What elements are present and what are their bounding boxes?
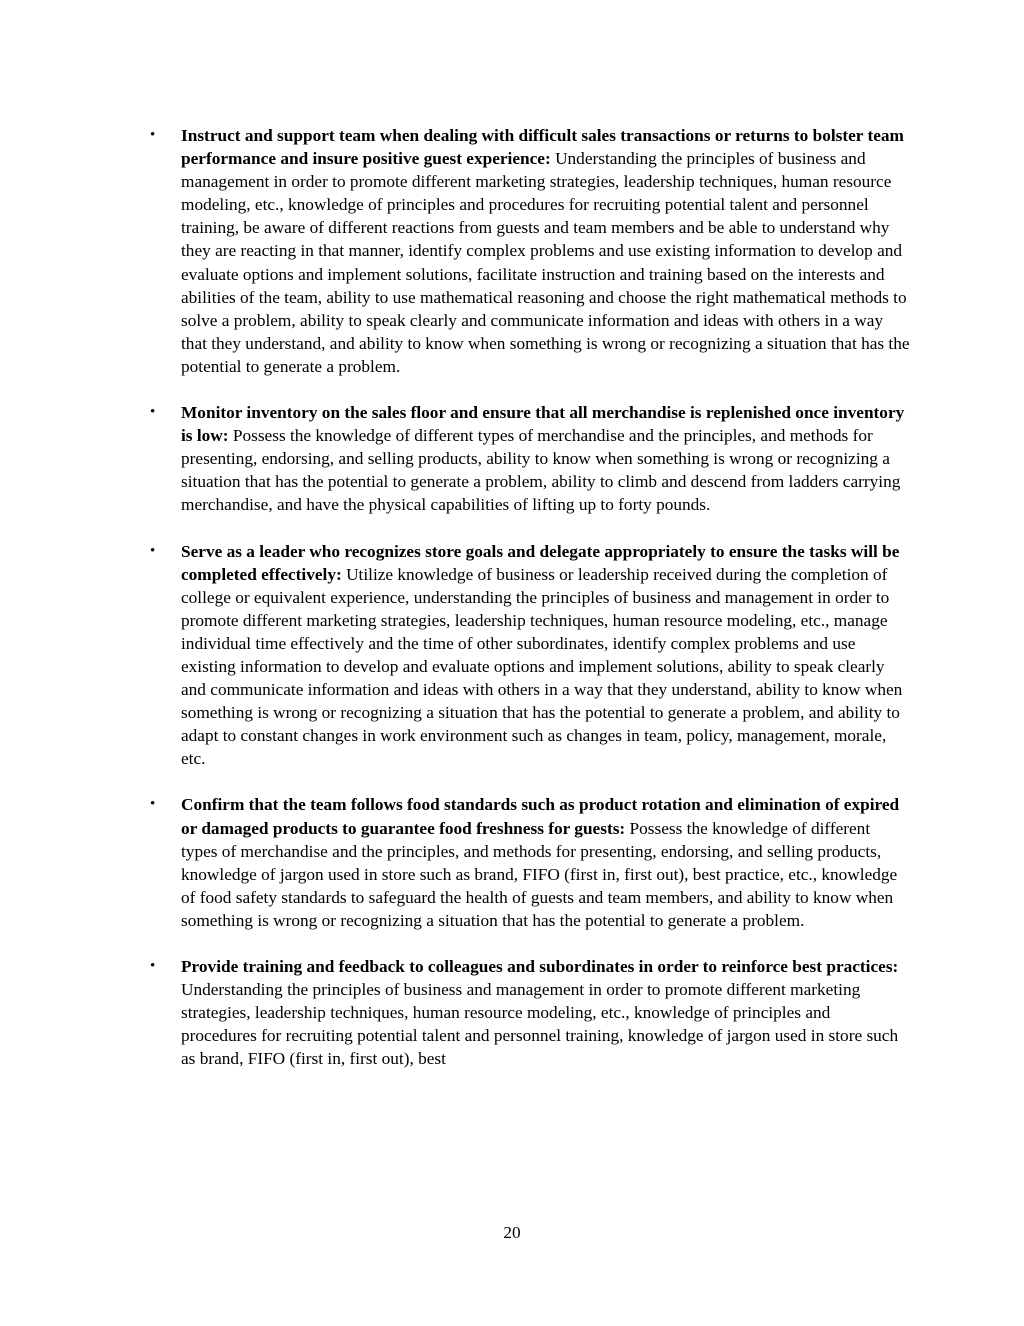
list-item <box>150 540 910 771</box>
item-body: Understanding the principles of business and management in order to promote different marketing strategies, leadership techniques, human resource modeling, etc., knowledge of principles and procedures for recruiting potential talent and personnel training, knowledge of jargon used in store such as brand, FIFO (first in, first out), best <box>181 980 899 1069</box>
item-heading: Provide training and feedback to colleagues and subordinates in order to reinforce best practices: <box>181 957 899 976</box>
item-heading: Serve as a leader who recognizes store goals and delegate appropriately to ensure the tasks will be completed effectively: <box>181 541 900 584</box>
list-item <box>150 401 910 516</box>
item-heading: Instruct and support team when dealing with difficult sales transactions or returns to bolster team performance and insure positive guest experience: <box>181 126 904 169</box>
bullet-icon: • <box>150 404 156 421</box>
list-item <box>150 955 910 1070</box>
item-body: Understanding the principles of business and management in order to promote different marketing strategies, leadership techniques, human resource modeling, etc., knowledge of principles and procedures for recruiting potential talent and personnel training, be aware of different reactions from guests and team members and be able to understand why they are reacting in that manner, identify complex problems and use existing information to develop and evaluate options and implement solutions, facilitate instruction and training based on the interests and abilities of the team, ability to use mathematical reasoning and choose the right mathematical methods to solve a problem, ability to speak clearly and communicate information and ideas with others in a way that they understand, and ability to know when something is wrong or recognizing a situation that has the potential to generate a problem. <box>181 149 910 376</box>
duties-bullet-list <box>150 124 910 1093</box>
item-heading: Confirm that the team follows food standards such as product rotation and elimination of expired or damaged products to guarantee food freshness for guests: <box>181 795 900 838</box>
list-item <box>150 793 910 932</box>
item-heading: Monitor inventory on the sales floor and ensure that all merchandise is replenished once inventory is low: <box>181 403 905 446</box>
list-item <box>150 124 910 378</box>
item-body: Possess the knowledge of different types of merchandise and the principles, and methods for presenting, endorsing, and selling products, ability to know when something is wrong or recognizing a situation that has the potential to generate a problem, ability to climb and descend from ladders carrying merchandise, and have the physical capabilities of lifting up to forty pounds. <box>181 426 901 515</box>
item-body: Utilize knowledge of business or leadership received during the completion of college or equivalent experience, understanding the principles of business and management in order to promote different marketing strategies, leadership techniques, human resource modeling, etc., manage individual time effectively and the time of other subordinates, identify complex problems and use existing information to develop and evaluate options and implement solutions, ability to speak clearly and communicate information and ideas with others in a way that they understand, ability to know when something is wrong or recognizing a situation that has the potential to generate a problem, and ability to adapt to constant changes in work environment such as changes in team, policy, management, morale, etc. <box>181 564 903 769</box>
bullet-icon: • <box>150 542 156 559</box>
bullet-icon: • <box>150 796 156 813</box>
bullet-icon: • <box>150 127 156 143</box>
item-body: Possess the knowledge of different types of merchandise and the principles, and methods for presenting, endorsing, and selling products, knowledge of jargon used in store such as brand, FIFO (first in, first out), best practice, etc., knowledge of food safety standards to safeguard the health of guests and team members, and ability to know when something is wrong or recognizing a situation that has the potential to generate a problem. <box>181 818 898 930</box>
bullet-icon: • <box>150 958 156 974</box>
page-number: 20 <box>503 1223 521 1242</box>
